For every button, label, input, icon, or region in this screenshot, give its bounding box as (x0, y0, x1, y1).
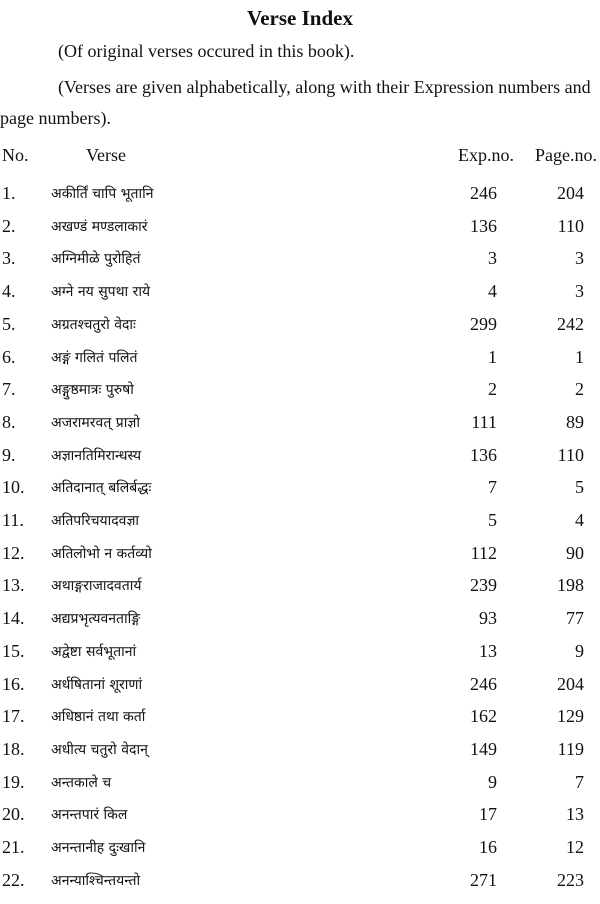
row-exp-no: 3 (488, 248, 497, 269)
row-exp-no: 7 (488, 477, 497, 498)
table-row (0, 347, 600, 381)
intro-line-1: (Of original verses occured in this book). (58, 41, 355, 61)
row-number: 2. (2, 215, 16, 236)
table-row (0, 412, 600, 446)
row-page-no: 198 (557, 575, 584, 596)
row-exp-no: 299 (470, 313, 497, 334)
header-no: No. (2, 145, 29, 165)
row-verse: अग्रतश्चतुरो वेदाः (51, 316, 136, 333)
row-page-no: 1 (575, 346, 584, 367)
row-exp-no: 17 (479, 804, 497, 825)
row-verse: अद्वेष्टा सर्वभूतानां (51, 643, 137, 660)
row-number: 18. (2, 738, 25, 759)
row-number: 14. (2, 608, 25, 629)
row-number: 19. (2, 771, 25, 792)
row-page-no: 242 (557, 313, 584, 334)
row-verse: अज्ञानतिमिरान्धस्य (51, 447, 142, 464)
row-verse: अतिलोभो न कर्तव्यो (51, 545, 152, 562)
row-page-no: 110 (557, 215, 584, 236)
row-number: 16. (2, 673, 25, 694)
row-verse: अकीर्तिं चापि भूतानि (51, 186, 154, 202)
row-page-no: 4 (575, 510, 584, 530)
table-row (0, 739, 600, 773)
row-page-no: 5 (575, 477, 584, 498)
row-number: 5. (2, 313, 16, 334)
row-exp-no: 136 (470, 215, 497, 236)
row-number: 9. (2, 444, 16, 465)
page-title: Verse Index (247, 6, 353, 30)
header-verse: Verse (86, 145, 126, 165)
row-number: 1. (2, 183, 16, 203)
row-verse: अतिपरिचयादवज्ञा (51, 513, 140, 529)
row-number: 6. (2, 346, 16, 367)
row-exp-no: 271 (470, 869, 497, 890)
row-number: 8. (2, 411, 16, 432)
row-page-no: 13 (566, 804, 584, 825)
table-row (0, 445, 600, 479)
row-verse: अद्यप्रभृत्यवनताङ्गि (51, 611, 141, 628)
row-page-no: 129 (557, 706, 584, 727)
row-number: 17. (2, 706, 25, 727)
table-row (0, 837, 600, 871)
row-number: 10. (2, 477, 25, 498)
row-number: 20. (2, 804, 25, 825)
table-row (0, 674, 600, 708)
row-exp-no: 136 (470, 444, 497, 465)
row-page-no: 204 (557, 673, 584, 694)
row-verse: अर्धषितानां शूराणां (51, 676, 143, 693)
row-verse: अधिष्ठानं तथा कर्ता (51, 709, 146, 726)
row-number: 22. (2, 869, 25, 890)
row-verse: अथाङ्गराजादवतार्य (51, 578, 142, 595)
row-verse: अनन्याश्चिन्तयन्तो (51, 872, 141, 889)
row-exp-no: 1 (488, 346, 497, 367)
row-verse: अनन्तानीह दुःखानि (51, 840, 146, 856)
row-exp-no: 246 (470, 673, 497, 694)
row-verse: अजरामरवत् प्राज्ञो (51, 414, 140, 431)
row-verse: अनन्तपारं किल (51, 807, 128, 824)
row-verse: अधीत्य चतुरो वेदान् (51, 741, 148, 758)
table-row (0, 804, 600, 838)
row-exp-no: 2 (488, 379, 497, 400)
row-page-no: 7 (575, 771, 584, 792)
table-row (0, 543, 600, 577)
row-exp-no: 239 (470, 575, 497, 596)
table-row (0, 477, 600, 511)
row-exp-no: 162 (470, 706, 497, 727)
row-exp-no: 93 (479, 608, 497, 629)
row-number: 15. (2, 640, 25, 661)
table-row (0, 281, 600, 315)
row-exp-no: 112 (470, 542, 497, 563)
row-exp-no: 13 (479, 640, 497, 661)
table-row (0, 575, 600, 609)
row-page-no: 89 (566, 411, 584, 432)
row-number: 21. (2, 837, 25, 857)
row-page-no: 119 (557, 738, 584, 759)
table-row (0, 379, 600, 413)
header-exp-no: Exp.no. (458, 145, 514, 165)
row-page-no: 9 (575, 640, 584, 661)
table-row (0, 248, 600, 282)
row-verse: अन्तकाले च (51, 774, 112, 791)
table-row (0, 183, 600, 217)
table-row (0, 772, 600, 806)
row-exp-no: 4 (488, 281, 497, 302)
row-number: 3. (2, 248, 16, 269)
row-verse: अतिदानात् बलिर्बद्धः (51, 480, 152, 497)
row-verse: अङ्गुष्ठमात्रः पुरुषो (51, 382, 134, 399)
row-exp-no: 246 (470, 183, 497, 203)
row-page-no: 90 (566, 542, 584, 563)
row-verse: अग्ने नय सुपथा राये (51, 284, 151, 301)
row-exp-no: 111 (471, 411, 497, 432)
table-row (0, 608, 600, 642)
table-row (0, 870, 600, 904)
row-page-no: 3 (575, 248, 584, 269)
row-exp-no: 16 (479, 837, 497, 857)
row-number: 7. (2, 379, 16, 400)
row-page-no: 2 (575, 379, 584, 400)
row-verse: अखण्डं मण्डलाकारं (51, 218, 148, 235)
row-page-no: 12 (566, 837, 584, 857)
row-exp-no: 149 (470, 738, 497, 759)
row-page-no: 110 (557, 444, 584, 465)
table-row (0, 314, 600, 348)
row-exp-no: 5 (488, 510, 497, 530)
table-row (0, 641, 600, 675)
header-page-no: Page.no. (535, 145, 597, 165)
row-page-no: 3 (575, 281, 584, 302)
row-page-no: 204 (557, 183, 584, 203)
table-row (0, 510, 600, 544)
row-number: 12. (2, 542, 25, 563)
row-page-no: 223 (557, 869, 584, 890)
table-row (0, 706, 600, 740)
table-row (0, 216, 600, 250)
intro-line-2: (Verses are given alphabetically, along with their Expression numbers and page numbers). (0, 77, 591, 128)
row-verse: अङ्गं गलितं पलितं (51, 349, 138, 366)
row-exp-no: 9 (488, 771, 497, 792)
row-page-no: 77 (566, 608, 584, 629)
row-number: 13. (2, 575, 25, 596)
row-verse: अग्निमीळे पुरोहितं (51, 251, 141, 268)
row-number: 11. (2, 510, 24, 530)
row-number: 4. (2, 281, 16, 302)
